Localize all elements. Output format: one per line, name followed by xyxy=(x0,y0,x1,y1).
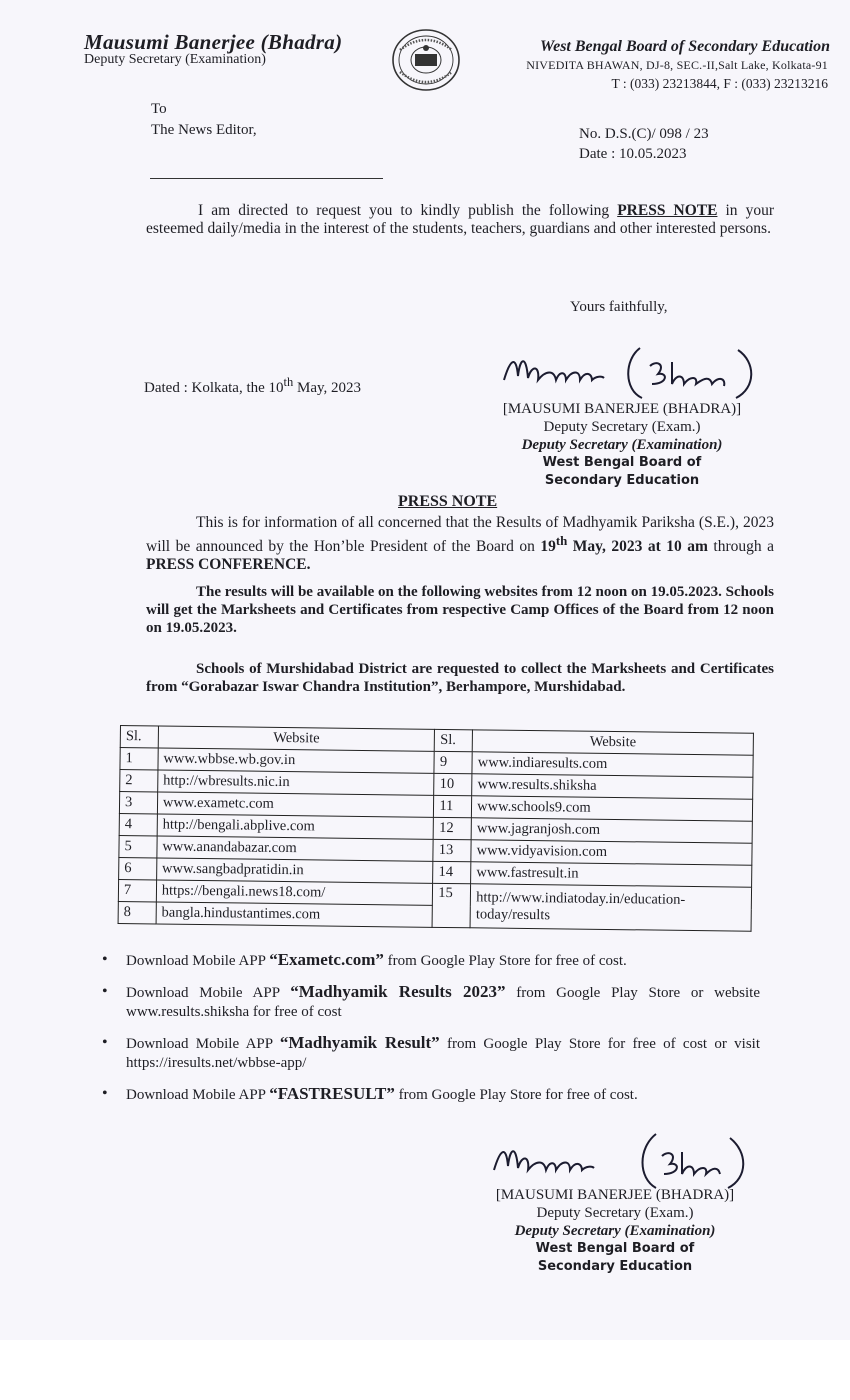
stamp-title: Deputy Secretary (Examination) xyxy=(521,437,723,453)
stamp-org-line2: Secondary Education xyxy=(544,473,700,488)
board-phone: T : (033) 23213844, F : (033) 23213216 xyxy=(611,76,828,91)
board-name: West Bengal Board of Secondary Education xyxy=(540,38,830,55)
press-note-paragraph-2: The results will be available on the following websites from 12 noon on 19.05.2023. Schools will get the Marksheets and Certificates from respective Camp Offices of the Board from 12 noon on 19.05.2023. xyxy=(146,584,774,636)
to-label: To xyxy=(151,101,167,117)
board-seal-logo xyxy=(390,28,462,92)
handwritten-signature xyxy=(500,340,760,400)
sender-name: Mausumi Banerjee (Bhadra) xyxy=(84,30,343,54)
stamp-org-line2: Secondary Education xyxy=(537,1259,693,1274)
list-item: • Download Mobile APP “Madhyamik Result” from Google Play Store for free of cost or visit https://iresults.net/wbbse-app/ xyxy=(102,1033,761,1071)
handwritten-signature xyxy=(490,1130,750,1190)
press-note-title: PRESS NOTE xyxy=(398,493,498,510)
websites-table xyxy=(118,725,754,932)
column-header: Sl. xyxy=(120,726,158,748)
stamp-org-line1: West Bengal Board of xyxy=(542,455,702,470)
bullet-icon: • xyxy=(102,1034,108,1051)
signatory-title: Deputy Secretary (Exam.) xyxy=(536,1205,694,1221)
press-note-paragraph-1: This is for information of all concerned that the Results of Madhyamik Pariksha (S.E.), 2023 will be announced by the Hon’ble President of the Board on 19th May, 2023 at 10 am through a PRESS CONFERENCE. xyxy=(146,514,774,574)
table-row: 2 http://wbresults.nic.in 10 www.results.shiksha xyxy=(120,770,753,800)
table-row: 5 www.anandabazar.com 13 www.vidyavision.com xyxy=(119,835,752,865)
sender-designation: Deputy Secretary (Examination) xyxy=(84,52,266,67)
bullet-icon: • xyxy=(102,1085,108,1102)
board-address: NIVEDITA BHAWAN, DJ-8, SEC.-II,Salt Lake, Kolkata-91 xyxy=(526,58,828,72)
bullet-icon: • xyxy=(102,983,108,1000)
table-row: 6 www.sangbadpratidin.in 14 www.fastresult.in xyxy=(119,857,752,887)
app-download-list xyxy=(100,950,760,1116)
intro-paragraph: I am directed to request you to kindly publish the following PRESS NOTE in your esteemed daily/media in the interest of the students, teachers, guardians and other interested persons. xyxy=(146,202,775,237)
signature-block xyxy=(492,400,752,490)
table-row: 1 www.wbbse.wb.gov.in 9 www.indiaresults.com xyxy=(120,748,753,778)
stamp-title: Deputy Secretary (Examination) xyxy=(514,1223,716,1239)
letter-date: Date : 10.05.2023 xyxy=(579,146,687,162)
table-row: 7 https://bengali.news18.com/ 15 http://www.indiatoday.in/education-today/results xyxy=(118,879,751,909)
bullet-icon: • xyxy=(102,951,108,968)
press-note-emphasis: PRESS NOTE xyxy=(617,202,718,219)
press-note-paragraph-3: Schools of Murshidabad District are requested to collect the Marksheets and Certificates from “Gorabazar Iswar Chandra Institution”, Berhampore, Murshidabad. xyxy=(146,661,774,695)
column-header: Sl. xyxy=(435,729,473,751)
list-item: • Download Mobile APP “Exametc.com” from Google Play Store for free of cost. xyxy=(102,950,627,969)
list-item: • Download Mobile APP “FASTRESULT” from Google Play Store for free of cost. xyxy=(102,1084,638,1103)
list-item: • Download Mobile APP “Madhyamik Results 2023” from Google Play Store or website www.results.shiksha for free of cost xyxy=(102,982,761,1020)
closing: Yours faithfully, xyxy=(570,299,668,315)
signature-block xyxy=(485,1186,745,1276)
column-header: Website xyxy=(158,726,435,751)
table-row: 3 www.exametc.com 11 www.schools9.com xyxy=(119,792,752,822)
recipient-name: The News Editor, xyxy=(151,122,257,138)
signatory-title: Deputy Secretary (Exam.) xyxy=(543,419,701,435)
address-line xyxy=(150,178,383,179)
reference-number: No. D.S.(C)/ 098 / 23 xyxy=(579,126,709,142)
table-row: 4 http://bengali.abplive.com 12 www.jagranjosh.com xyxy=(119,813,752,843)
dated-line: Dated : Kolkata, the 10th May, 2023 xyxy=(144,375,362,396)
signatory-name: [MAUSUMI BANERJEE (BHADRA)] xyxy=(502,401,742,417)
column-header: Website xyxy=(472,730,753,755)
stamp-org-line1: West Bengal Board of xyxy=(535,1241,695,1256)
table-row: 8 bangla.hindustantimes.com xyxy=(118,901,751,931)
signatory-name: [MAUSUMI BANERJEE (BHADRA)] xyxy=(495,1187,735,1203)
